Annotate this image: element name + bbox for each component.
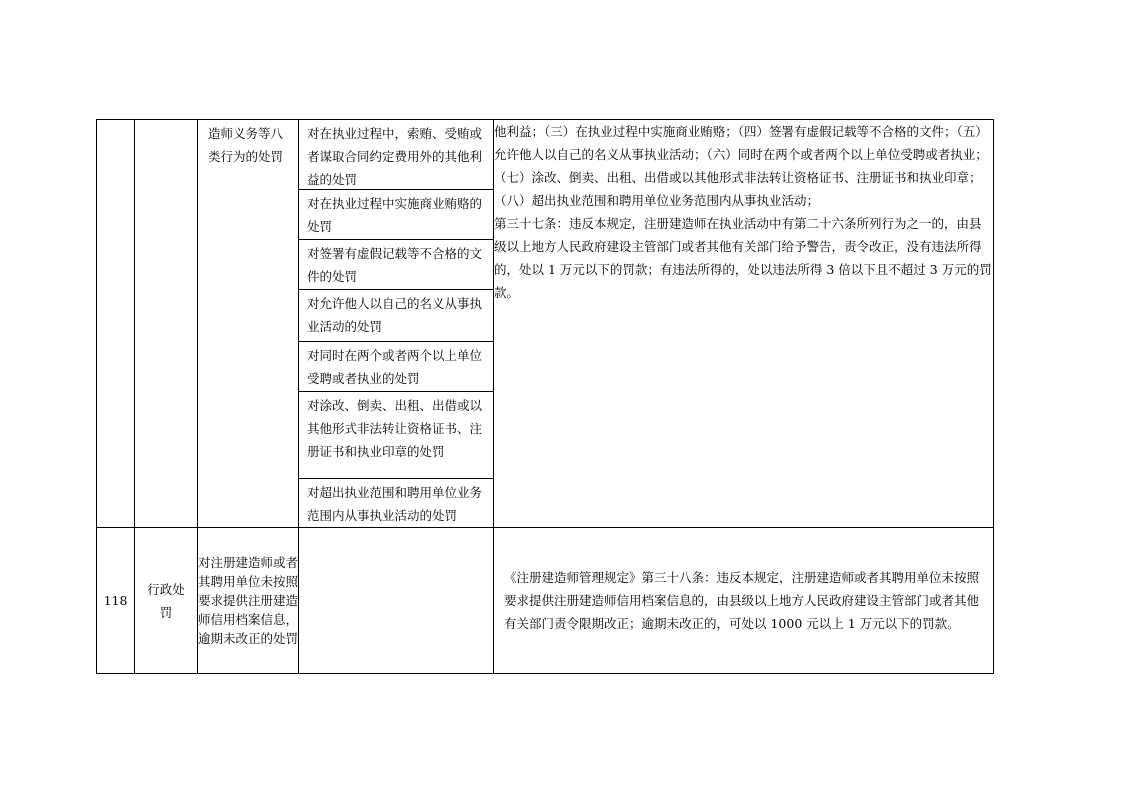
legal-basis-cell	[494, 528, 994, 674]
legal-basis-paragraph: 第三十七条：违反本规定，注册建造师在执业活动中有第二十六条所列行为之一的，由县级以上地方人民政府建设主管部门或者其他有关部门给予警告，责令改正，没有违法所得的，处以 1 万元以下的罚款；有违法所得的，处以违法所得 3 倍以下且不超过 3 万元的罚款。	[494, 216, 992, 300]
penalty-type-text: 行政处罚	[147, 581, 185, 620]
table-row	[97, 120, 994, 528]
sub-item: 对涂改、倒卖、出租、出借或以其他形式非法转让资格证书、注册证书和执业印章的处罚	[299, 392, 493, 479]
sub-items-cell	[299, 120, 494, 528]
sub-items-cell	[299, 528, 494, 674]
sub-item: 对允许他人以自己的名义从事执业活动的处罚	[299, 290, 493, 342]
table-row	[97, 528, 994, 674]
penalty-type-cell	[135, 528, 198, 674]
penalty-table	[96, 119, 994, 674]
penalty-item-cell	[198, 120, 299, 528]
sub-item: 对同时在两个或者两个以上单位受聘或者执业的处罚	[299, 342, 493, 392]
sub-item: 对在执业过程中实施商业贿赂的处罚	[299, 190, 493, 240]
penalty-item-text: 对注册建造师或者其聘用单位未按照要求提供注册建造师信用档案信息，逾期未改正的处罚	[198, 555, 299, 646]
legal-basis-cell	[494, 120, 994, 528]
sub-item: 对签署有虚假记载等不合格的文件的处罚	[299, 240, 493, 290]
sub-item: 对超出执业范围和聘用单位业务范围内从事执业活动的处罚	[307, 485, 483, 523]
row-number-cell: 118	[97, 528, 135, 674]
sub-item: 对在执业过程中，索贿、受贿或者谋取合同约定费用外的其他利益的处罚	[299, 120, 493, 190]
penalty-item-text: 造师义务等八类行为的处罚	[208, 126, 284, 164]
legal-basis-paragraph: 《注册建造师管理规定》第三十八条：违反本规定，注册建造师或者其聘用单位未按照要求提供注册建造师信用档案信息的，由县级以上地方人民政府建设主管部门或者其他有关部门责令限期改正；逾期未改正的，可处以 1000 元以上 1 万元以下的罚款。	[504, 570, 980, 631]
legal-basis-paragraph: 他利益；（三）在执业过程中实施商业贿赂；（四）签署有虚假记载等不合格的文件；（五）允许他人以自己的名义从事执业活动；（六）同时在两个或者两个以上单位受聘或者执业；（七）涂改、倒卖、出租、出借或以其他形式非法转让资格证书、注册证书和执业印章；（八）超出执业范围和聘用单位业务范围内从事执业活动；	[494, 124, 988, 208]
penalty-item-cell	[198, 528, 299, 674]
row-number-cell	[97, 120, 135, 528]
penalty-type-cell	[135, 120, 198, 528]
